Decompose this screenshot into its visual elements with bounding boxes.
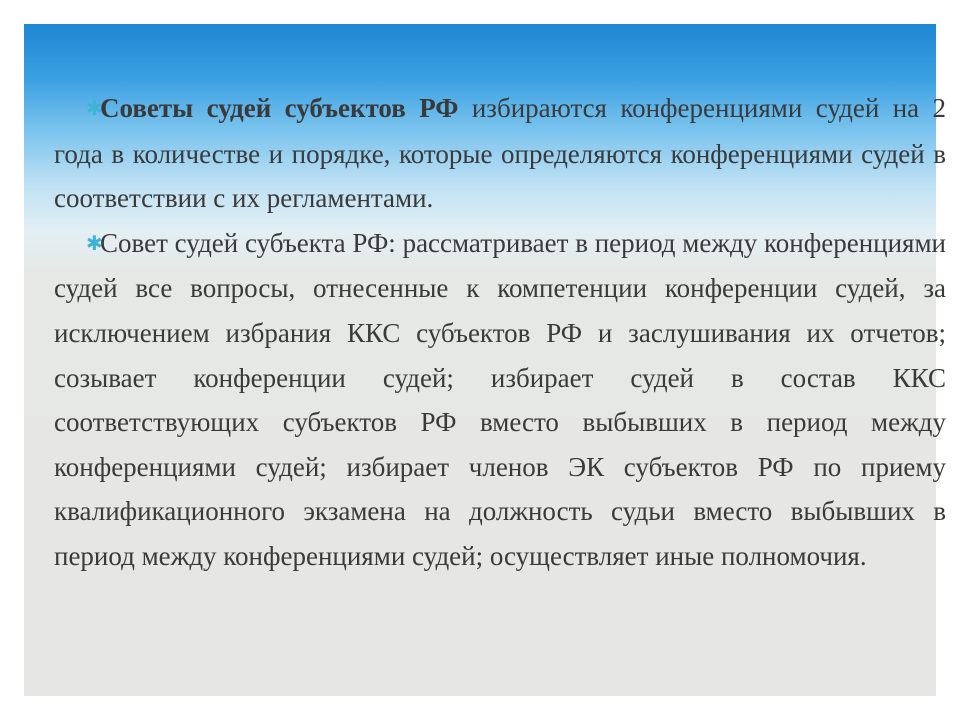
bullet-icon: ✱ [86, 98, 103, 120]
bullet-icon: ✱ [86, 232, 103, 255]
content-panel [24, 24, 947, 696]
paragraph-council-powers [54, 221, 946, 579]
paragraph-text: Совет судей субъекта РФ: рассматривает в период между конференциями судей все вопросы, отнесенные к компетенции конференции судей, за исключением избрания ККС субъектов РФ и заслушивания их отчетов; созывает конференции судей; избирает судей в состав ККС соответствующих субъектов РФ вместо выбывших в период между конференциями судей; избирает членов ЭК субъектов РФ по приему квалификационного экзамена на должность судьи вместо выбывших в период между конференциями судей; осуществляет иные полномочия. [54, 227, 946, 571]
paragraph-text: избираются конференциями судей на 2 года в количестве и порядке, которые определяются конференциями судей в соответствии с их регламентами. [54, 93, 947, 214]
slide-body [54, 86, 946, 579]
paragraph-councils-election [54, 86, 946, 221]
paragraph-lead: Советы судей субъектов РФ [100, 93, 459, 123]
